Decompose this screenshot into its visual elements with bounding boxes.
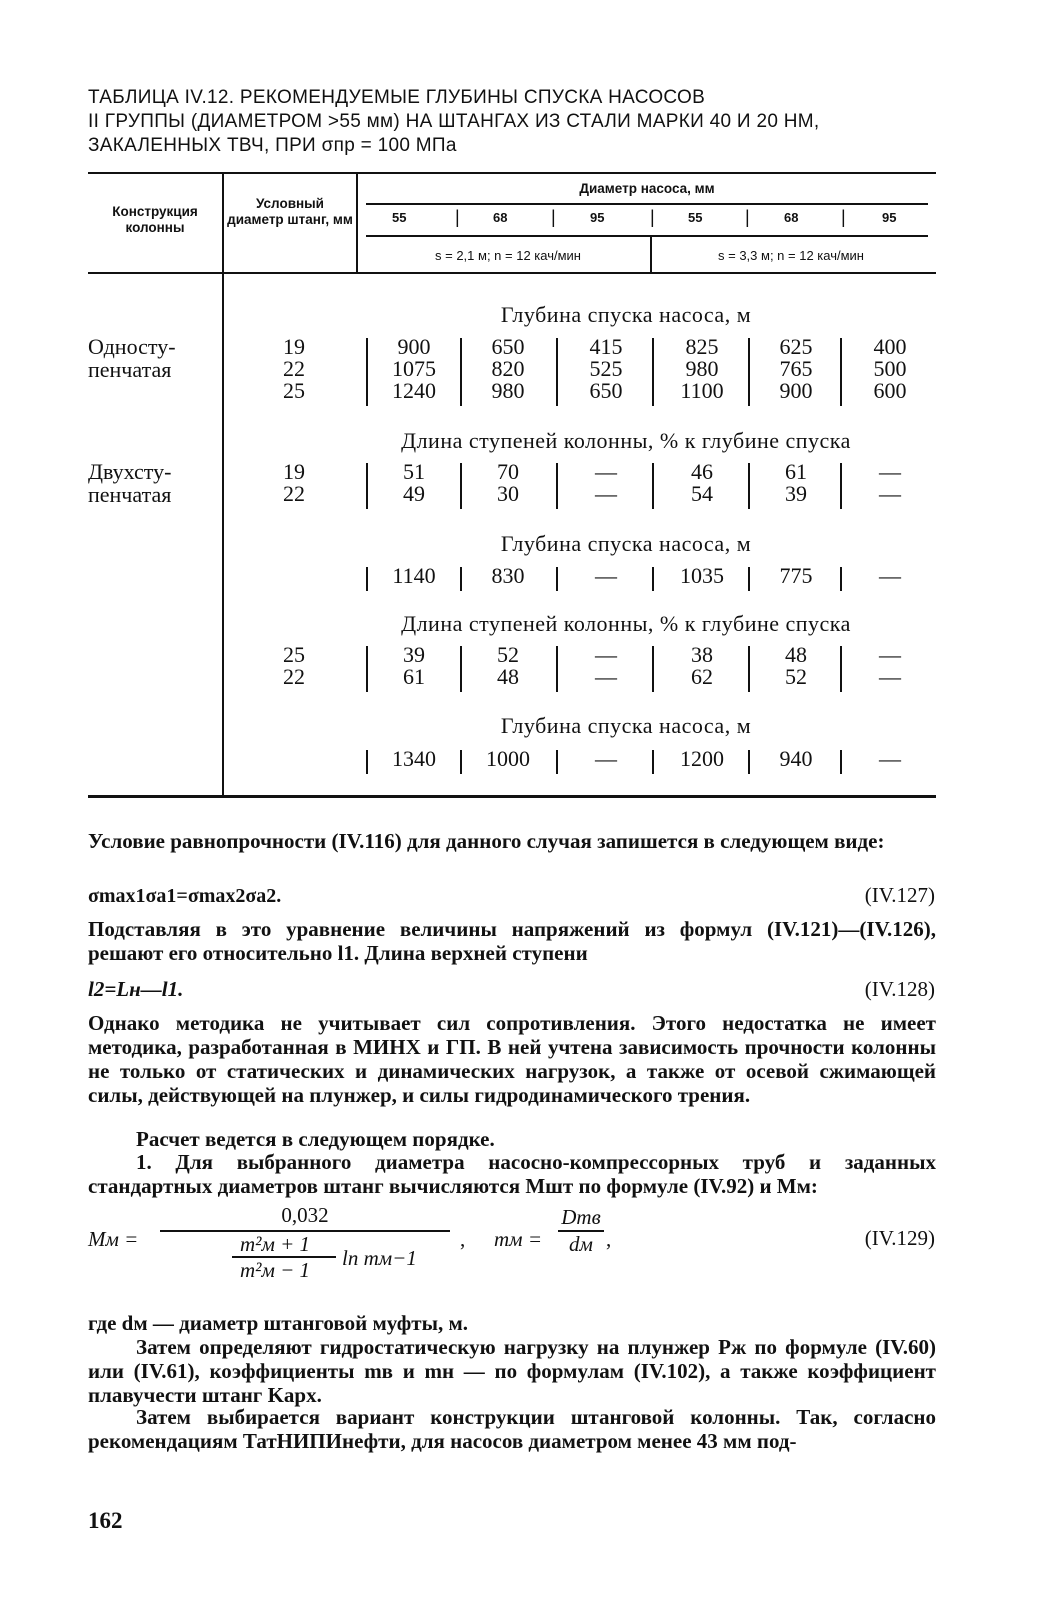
table-cell: — xyxy=(879,563,901,588)
table-cell: — xyxy=(595,459,617,484)
eq129-fraction xyxy=(160,1203,450,1280)
eq129-m-denominator: dм xyxy=(569,1232,593,1256)
table-cell: 980 xyxy=(491,378,525,403)
rod-diameter-cell: 19 xyxy=(283,459,305,484)
table-cell: — xyxy=(595,481,617,506)
table-cell: 61 xyxy=(785,459,807,484)
table-cell: 825 xyxy=(685,334,719,359)
eq129-m-numerator: Dтв xyxy=(561,1205,601,1229)
table-top-rule xyxy=(88,172,936,174)
table-cell: 52 xyxy=(785,664,807,689)
paragraph-8: Затем выбирается вариант конструкции штанговой колонны. Так, согласно рекомендациям ТатНИПИнефти, для насосов диаметром менее 43 мм под- xyxy=(88,1405,936,1453)
double-depth-1-separator xyxy=(556,567,558,591)
double-depth-1-separator xyxy=(652,567,654,591)
table-cell: 38 xyxy=(691,642,713,667)
double-length-1-separator xyxy=(652,463,654,509)
single-depth-separator xyxy=(652,338,654,406)
table-cell: 940 xyxy=(779,746,813,771)
table-cell: 52 xyxy=(497,642,519,667)
eq129-m-fraction xyxy=(558,1205,604,1257)
table-cell: 1240 xyxy=(392,378,436,403)
header-construction: Конструкция колонны xyxy=(112,204,198,235)
header-sep-1 xyxy=(222,174,224,272)
table-cell: — xyxy=(879,459,901,484)
diam-rule xyxy=(366,235,928,237)
table-cell: 900 xyxy=(397,334,431,359)
single-depth-separator xyxy=(366,338,368,406)
table-cell: 1075 xyxy=(392,356,436,381)
equation-127: σmax1σa1=σmax2σa2. xyxy=(88,885,282,907)
table-cell: 51 xyxy=(403,459,425,484)
table-cell: 70 xyxy=(497,459,519,484)
table-cell: 1035 xyxy=(680,563,724,588)
rod-diameter-cell: 25 xyxy=(283,642,305,667)
diameter-68-a: 68 xyxy=(493,210,508,225)
header-pump-diameter: Диаметр насоса, мм xyxy=(579,181,715,196)
section-length-1: Длина ступеней колонны, % к глубине спуска xyxy=(401,428,851,453)
eq129-numerator: 0,032 xyxy=(281,1203,329,1227)
table-caption xyxy=(88,86,968,158)
double-depth-1-separator xyxy=(460,567,462,591)
header-mode-1: s = 2,1 м; n = 12 кач/мин xyxy=(435,248,581,263)
table-cell: 39 xyxy=(785,481,807,506)
header-rod-diameter: Условный диаметр штанг, мм xyxy=(227,196,353,227)
table-cell: 775 xyxy=(779,563,813,588)
rod-diameter-cell: 22 xyxy=(283,356,305,381)
table-cell: 500 xyxy=(873,356,907,381)
table-cell: 1140 xyxy=(392,563,436,588)
label-single-stage: Односту- пенчатая xyxy=(88,334,176,382)
header-mode-2: s = 3,3 м; n = 12 кач/мин xyxy=(718,248,864,263)
diam-tick-2: | xyxy=(551,207,556,227)
table-cell: 39 xyxy=(403,642,425,667)
table-bottom-rule xyxy=(88,795,936,798)
double-length-2-separator xyxy=(556,646,558,692)
table-cell: 400 xyxy=(873,334,907,359)
double-depth-2-separator xyxy=(748,750,750,774)
table-cell: — xyxy=(595,642,617,667)
double-length-2-separator xyxy=(460,646,462,692)
double-depth-1-separator xyxy=(748,567,750,591)
double-length-2-separator xyxy=(748,646,750,692)
paragraph-2: Подставляя в это уравнение величины напряжений из формул (IV.121)—(IV.126), решают его относительно l1. Длина верхней ступени xyxy=(88,917,936,965)
equation-129-number: (IV.129) xyxy=(864,1226,935,1250)
header-diameter-row xyxy=(366,207,928,230)
diameter-68-b: 68 xyxy=(784,210,799,225)
paragraph-3: Однако методика не учитывает сил сопротивления. Этого недостатка не имеет методика, разработанная в МИНХ и ГП. В ней учтена зависимость прочности колонны не только от статических и динамических нагрузок, а также от осевой сжимающей силы, действующей на плунжер, и силы гидродинамического трения. xyxy=(88,1011,936,1107)
table-cell: 525 xyxy=(589,356,623,381)
double-depth-2-separator xyxy=(840,750,842,774)
double-length-2-separator xyxy=(840,646,842,692)
header-sep-2 xyxy=(356,174,358,272)
paragraph-6: где dм — диаметр штанговой муфты, м. xyxy=(88,1311,469,1335)
single-depth-separator xyxy=(556,338,558,406)
caption-line-3: ЗАКАЛЕННЫХ ТВЧ, ПРИ σпр = 100 МПа xyxy=(88,135,457,156)
equation-128: l2=Lн—l1. xyxy=(88,977,184,1001)
eq129-den-a: m²м + 1 xyxy=(240,1232,311,1256)
eq129-den-c: ln mм−1 xyxy=(342,1246,417,1270)
diameter-95-b: 95 xyxy=(882,210,897,225)
caption-line-2: II ГРУППЫ (ДИАМЕТРОМ >55 мм) НА ШТАНГАХ ИЗ СТАЛИ МАРКИ 40 И 20 НМ, xyxy=(88,111,820,132)
diameter-55-b: 55 xyxy=(688,210,703,225)
diam-tick-3: | xyxy=(650,207,655,227)
double-depth-1-separator xyxy=(840,567,842,591)
paragraph-4: Расчет ведется в следующем порядке. xyxy=(136,1127,495,1151)
page-number: 162 xyxy=(88,1508,123,1533)
table-cell: 900 xyxy=(779,378,813,403)
diameter-55-a: 55 xyxy=(392,210,407,225)
table-cell: 415 xyxy=(589,334,623,359)
diam-tick-5: | xyxy=(841,207,846,227)
diameter-95-a: 95 xyxy=(590,210,605,225)
single-depth-separator xyxy=(748,338,750,406)
double-length-2-separator xyxy=(366,646,368,692)
table-cell: 625 xyxy=(779,334,813,359)
table-cell: 61 xyxy=(403,664,425,689)
table-cell: — xyxy=(595,664,617,689)
section-depth-2: Глубина спуска насоса, м xyxy=(500,531,752,556)
double-length-2-separator xyxy=(652,646,654,692)
eq129-lhs: Mм = xyxy=(88,1227,139,1251)
table-cell: 1000 xyxy=(486,746,530,771)
paragraph-7: Затем определяют гидростатическую нагрузку на плунжер Pж по формуле (IV.60) или (IV.61), коэффициенты mв и mн — по формулам (IV.102), а также коэффициент плавучести штанг Kарх. xyxy=(88,1335,936,1407)
table-cell: 46 xyxy=(691,459,713,484)
table-cell: 54 xyxy=(691,481,713,506)
double-depth-2-separator xyxy=(366,750,368,774)
double-length-1-separator xyxy=(748,463,750,509)
diam-tick-4: | xyxy=(745,207,750,227)
table-cell: 820 xyxy=(491,356,525,381)
table-cell: 650 xyxy=(589,378,623,403)
rod-diameter-cell: 19 xyxy=(283,334,305,359)
table-cell: — xyxy=(879,664,901,689)
table-cell: 830 xyxy=(491,563,525,588)
double-length-1-separator xyxy=(556,463,558,509)
eq129-comma-2: , xyxy=(606,1227,612,1251)
rod-diameter-cell: 25 xyxy=(283,378,305,403)
equation-129 xyxy=(88,1203,788,1293)
table-cell: 1340 xyxy=(392,746,436,771)
section-depth-1: Глубина спуска насоса, м xyxy=(500,302,752,327)
table-cell: 48 xyxy=(785,642,807,667)
equation-128-number: (IV.128) xyxy=(864,977,935,1001)
eq129-comma: , xyxy=(460,1227,466,1251)
group-rule xyxy=(366,203,928,205)
double-length-1-separator xyxy=(460,463,462,509)
double-depth-2-separator xyxy=(556,750,558,774)
double-depth-1-separator xyxy=(366,567,368,591)
double-depth-2-separator xyxy=(652,750,654,774)
paragraph-5: 1. Для выбранного диаметра насосно-компрессорных труб и заданных стандартных диаметров штанг вычисляются Мшт по формуле (IV.92) и Мм: xyxy=(88,1150,936,1198)
table-cell: 49 xyxy=(403,481,425,506)
double-length-1-separator xyxy=(840,463,842,509)
single-depth-separator xyxy=(840,338,842,406)
table-cell: 48 xyxy=(497,664,519,689)
eq129-m-lhs: mм = xyxy=(494,1227,542,1251)
eq129-denominator xyxy=(160,1232,450,1280)
mode-sep xyxy=(650,237,652,272)
table-cell: 30 xyxy=(497,481,519,506)
table-header-rule xyxy=(88,272,936,274)
section-length-2: Длина ступеней колонны, % к глубине спуска xyxy=(401,611,851,636)
body-sep-1 xyxy=(222,274,224,795)
single-depth-separator xyxy=(460,338,462,406)
double-length-1-separator xyxy=(366,463,368,509)
equation-127-number: (IV.127) xyxy=(864,883,935,907)
table-cell: 980 xyxy=(685,356,719,381)
table-cell: 1200 xyxy=(680,746,724,771)
table-cell: — xyxy=(879,642,901,667)
table-cell: 765 xyxy=(779,356,813,381)
label-double-stage: Двухсту- пенчатая xyxy=(88,459,172,507)
table-cell: 600 xyxy=(873,378,907,403)
table-cell: — xyxy=(595,746,617,771)
table-cell: 1100 xyxy=(680,378,724,403)
eq129-den-b: m²м − 1 xyxy=(240,1258,311,1282)
double-depth-2-separator xyxy=(460,750,462,774)
paragraph-1: Условие равнопрочности (IV.116) для данного случая запишется в следующем виде: xyxy=(88,829,885,853)
table-cell: — xyxy=(879,746,901,771)
caption-line-1: ТАБЛИЦА IV.12. РЕКОМЕНДУЕМЫЕ ГЛУБИНЫ СПУСКА НАСОСОВ xyxy=(88,87,706,108)
rod-diameter-cell: 22 xyxy=(283,481,305,506)
diam-tick-1: | xyxy=(455,207,460,227)
rod-diameter-cell: 22 xyxy=(283,664,305,689)
table-cell: — xyxy=(879,481,901,506)
table-cell: 62 xyxy=(691,664,713,689)
table-cell: — xyxy=(595,563,617,588)
section-depth-3: Глубина спуска насоса, м xyxy=(500,713,752,738)
table-cell: 650 xyxy=(491,334,525,359)
